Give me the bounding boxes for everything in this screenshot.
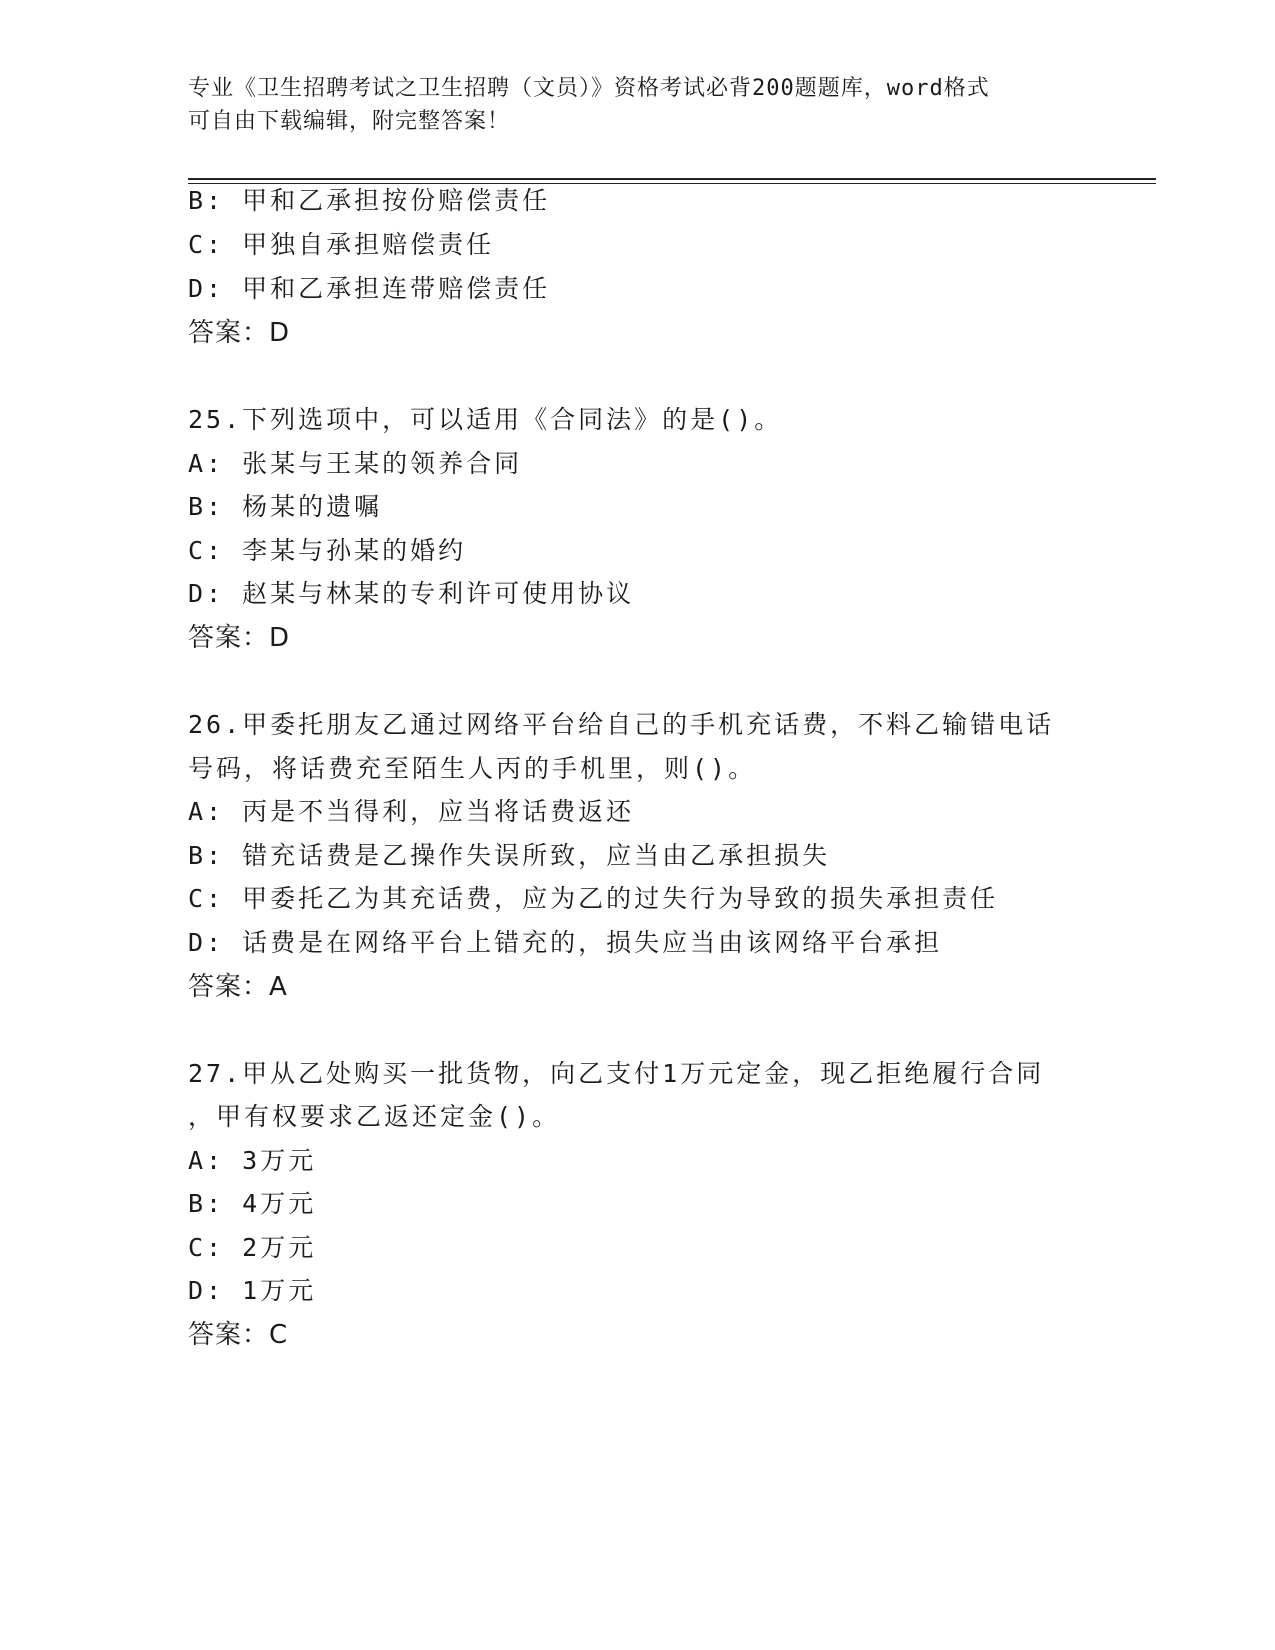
q24-option-b: B: 甲和乙承担按份赔偿责任 xyxy=(188,186,551,215)
q26-answer: 答案：A xyxy=(188,972,288,1002)
q24-answer: 答案：D xyxy=(188,318,291,348)
q27-answer: 答案：C xyxy=(188,1320,289,1350)
q27-option-d: D: 1万元 xyxy=(188,1276,317,1305)
q24-option-d: D: 甲和乙承担连带赔偿责任 xyxy=(188,274,551,303)
q26-question-line-1: 26.甲委托朋友乙通过网络平台给自己的手机充话费，不料乙输错电话 xyxy=(188,710,1055,739)
header-line-1: 专业《卫生招聘考试之卫生招聘（文员）》资格考试必背200题题库，word格式 xyxy=(188,76,990,101)
q25-answer: 答案：D xyxy=(188,623,291,653)
q27-question-line-2: ，甲有权要求乙返还定金()。 xyxy=(188,1102,561,1131)
q25-option-c: C: 李某与孙某的婚约 xyxy=(188,536,467,565)
q25-option-d: D: 赵某与林某的专利许可使用协议 xyxy=(188,579,635,608)
document-header xyxy=(188,72,1068,138)
q25-option-b: B: 杨某的遗嘱 xyxy=(188,492,383,521)
q24-option-c: C: 甲独自承担赔偿责任 xyxy=(188,230,495,259)
q26-option-d: D: 话费是在网络平台上错充的，损失应当由该网络平台承担 xyxy=(188,928,943,957)
q27-option-b: B: 4万元 xyxy=(188,1189,317,1218)
q26-option-b: B: 错充话费是乙操作失误所致，应当由乙承担损失 xyxy=(188,841,831,870)
q26-option-a: A: 丙是不当得利，应当将话费返还 xyxy=(188,797,635,826)
header-line-2: 可自由下载编辑，附完整答案！ xyxy=(188,109,511,134)
q27-option-c: C: 2万元 xyxy=(188,1233,317,1262)
q25-question: 25.下列选项中，可以适用《合同法》的是()。 xyxy=(188,405,783,434)
q27-question-line-1: 27.甲从乙处购买一批货物，向乙支付1万元定金，现乙拒绝履行合同 xyxy=(188,1059,1045,1088)
q26-question-line-2: 号码，将话费充至陌生人丙的手机里，则()。 xyxy=(188,754,757,783)
q26-option-c: C: 甲委托乙为其充话费，应为乙的过失行为导致的损失承担责任 xyxy=(188,884,999,913)
header-divider-thick xyxy=(188,178,1156,180)
q27-option-a: A: 3万元 xyxy=(188,1146,317,1175)
q25-option-a: A: 张某与王某的领养合同 xyxy=(188,449,523,478)
